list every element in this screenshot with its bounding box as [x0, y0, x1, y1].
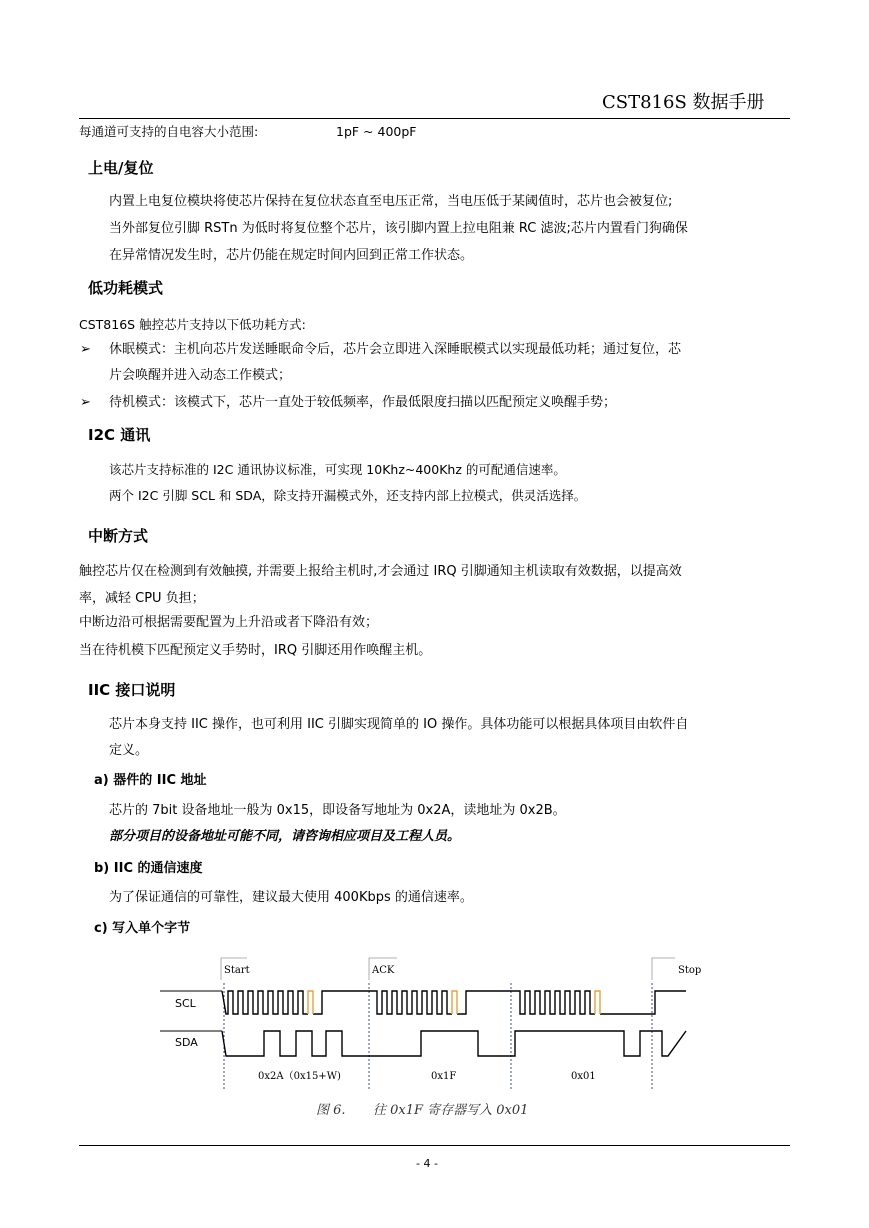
paragraph-line: 芯片本身支持 IIC 操作，也可利用 IIC 引脚实现简单的 IO 操作。具体功能可以根据具体项目由软件自 [109, 717, 689, 732]
stop-marker-box [652, 958, 675, 980]
bullet-line: 片会唤醒并进入动态工作模式； [109, 368, 292, 383]
paragraph-line: 定义。 [109, 743, 149, 758]
bullet-line: 休眠模式：主机向芯片发送睡眠命令后，芯片会立即进入深睡眠模式以实现最低功耗；通过复位，芯 [109, 342, 682, 357]
section-title-iic: IIC 接口说明 [88, 681, 176, 699]
sda-label: SDA [175, 1036, 198, 1049]
section-title-interrupt: 中断方式 [88, 527, 149, 545]
paragraph-line: 为了保证通信的可靠性，建议最大使用 400Kbps 的通信速率。 [109, 890, 473, 905]
low-power-intro: CST816S 触控芯片支持以下低功耗方式: [79, 317, 306, 332]
subsection-title-speed: b) IIC 的通信速度 [94, 861, 203, 876]
ack-label: ACK [372, 965, 395, 976]
page-number: - 4 - [416, 1157, 438, 1170]
capacitance-label: 每通道可支持的自电容大小范围: [79, 124, 259, 139]
paragraph-line: 率，减轻 CPU 负担； [79, 591, 205, 606]
start-label: Start [224, 965, 250, 976]
paragraph-line: 两个 I2C 引脚 SCL 和 SDA，除支持开漏模式外，还支持内部上拉模式，供灵活选择。 [109, 488, 587, 503]
paragraph-line: 内置上电复位模块将使芯片保持在复位状态直至电压正常，当电压低于某阈值时，芯片也会被复位; [109, 194, 673, 209]
paragraph-line: 中断边沿可根据需要配置为上升沿或者下降沿有效； [79, 615, 379, 630]
address-note: 部分项目的设备地址可能不同，请咨询相应项目及工程人员。 [109, 829, 461, 844]
bullet-arrow-icon: ➢ [80, 342, 91, 357]
subsection-title-write-byte: c) 写入单个字节 [94, 921, 191, 936]
capacitance-value: 1pF ~ 400pF [336, 124, 417, 139]
figure-caption: 往 0x1F 寄存器写入 0x01 [373, 1103, 529, 1118]
section-title-i2c: I2C 通讯 [88, 426, 151, 444]
scl-label: SCL [175, 997, 196, 1010]
subsection-title-address: a) 器件的 IIC 地址 [94, 773, 207, 788]
section-title-low-power: 低功耗模式 [88, 279, 164, 297]
section-title-power-reset: 上电/复位 [88, 159, 154, 177]
paragraph-line: 在异常情况发生时，芯片仍能在规定时间内回到正常工作状态。 [109, 248, 474, 263]
paragraph-line: 触控芯片仅在检测到有效触摸, 并需要上报给主机时,才会通过 IRQ 引脚通知主机读取有效数据，以提高效 [79, 564, 682, 579]
byte-label: 0x01 [571, 1071, 596, 1082]
byte-label: 0x2A（0x15+W) [258, 1071, 341, 1082]
paragraph-line: 当在待机模下匹配预定义手势时，IRQ 引脚还用作唤醒主机。 [79, 643, 432, 658]
scl-waveform [222, 991, 686, 1014]
scl-ack-pulses [308, 991, 600, 1014]
stop-label: Stop [678, 965, 702, 976]
footer-rule [79, 1145, 790, 1146]
document-title: CST816S 数据手册 [602, 92, 765, 113]
paragraph-line: 该芯片支持标准的 I2C 通讯协议标准，可实现 10Khz~400Khz 的可配通信速率。 [109, 462, 566, 477]
byte-label: 0x1F [431, 1071, 457, 1082]
bullet-line: 待机模式：该模式下，芯片一直处于较低频率，作最低限度扫描以匹配预定义唤醒手势； [109, 395, 617, 410]
paragraph-line: 当外部复位引脚 RSTn 为低时将复位整个芯片，该引脚内置上拉电阻兼 RC 滤波;芯片内置看门狗确保 [109, 221, 688, 236]
figure-number: 图 6. [316, 1103, 346, 1118]
bullet-arrow-icon: ➢ [80, 395, 91, 410]
paragraph-line: 芯片的 7bit 设备地址一般为 0x15，即设备写地址为 0x2A，读地址为 0x2B。 [109, 803, 566, 818]
sda-waveform [222, 1031, 686, 1056]
